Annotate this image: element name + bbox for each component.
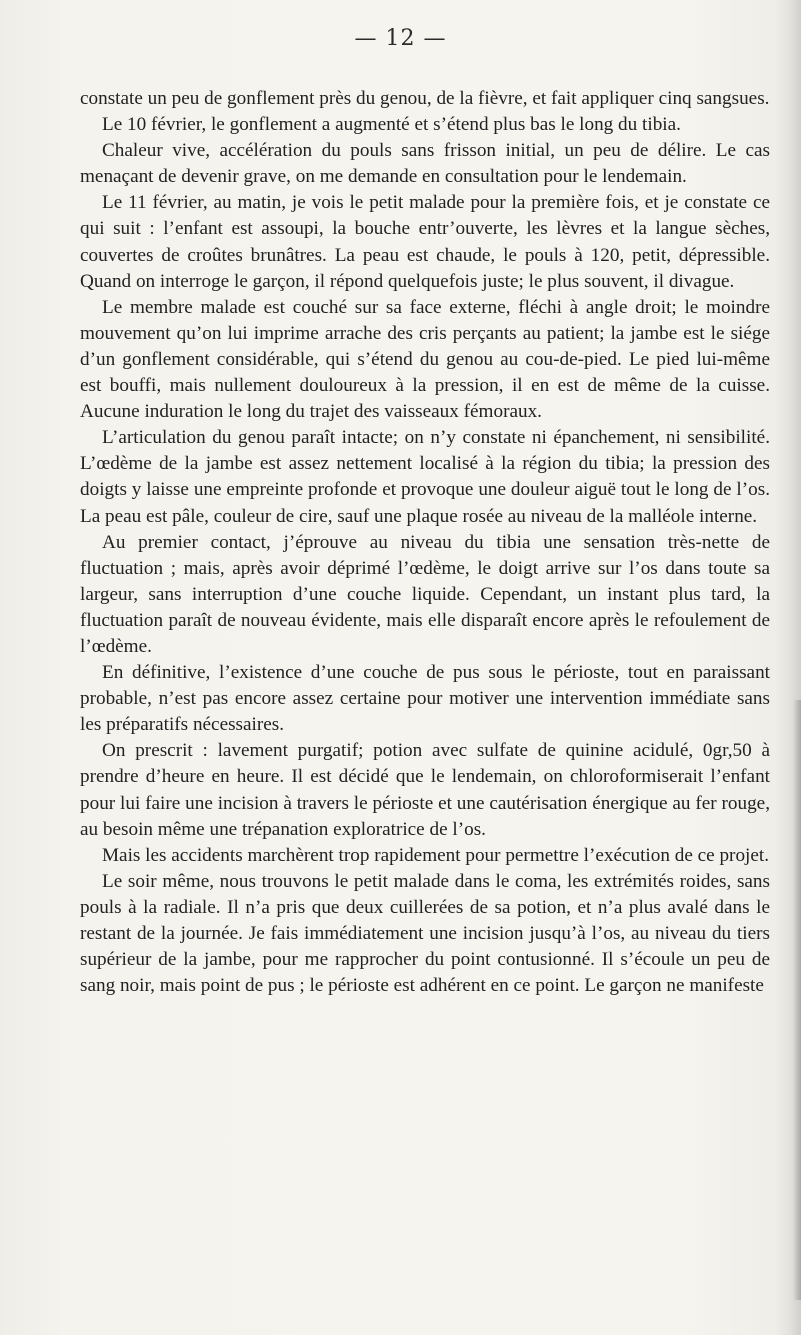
paragraph: Le soir même, nous trouvons le petit malade dans le coma, les extrémités roides, sans pouls à la radiale. Il n’a pris que deux cuillerées de sa potion, et n’a plus avalé dans le restant de la journée. Je fais immédiatement une incision jusqu’à l’os, au niveau du tiers supérieur de la jambe, pour me rapprocher du point contusionné. Il s’écoule un peu de sang noir, mais point de pus ; le périoste est adhérent en ce point. Le garçon ne manifeste [80, 870, 770, 997]
paragraph: Mais les accidents marchèrent trop rapidement pour permettre l’exécution de ce projet. [102, 844, 770, 866]
paragraph: En définitive, l’existence d’une couche de pus sous le périoste, tout en paraissant probable, n’est pas encore assez certaine pour motiver une intervention immédiate sans les préparatifs nécessaires. [80, 662, 770, 736]
paragraph: Le membre malade est couché sur sa face externe, fléchi à angle droit; le moindre mouvement qu’on lui imprime arrache des cris perçants au patient; la jambe est le siége d’un gonflement considérable, qui s’étend du genou au cou-de-pied. Le pied lui-même est bouffi, mais nullement douloureux à la pression, il en est de même de la cuisse. Aucune induration le long du trajet des vaisseaux fémoraux. [80, 296, 770, 423]
paragraph: constate un peu de gonflement près du genou, de la fièvre, et fait appliquer cinq sangsues. [80, 88, 770, 109]
paragraph: L’articulation du genou paraît intacte; on n’y constate ni épanchement, ni sensibilité. L’œdème de la jambe est assez nettement localisé à la région du tibia; la pression des doigts y laisse une empreinte profonde et provoque une douleur aiguë tout le long de l’os. La peau est pâle, couleur de cire, sauf une plaque rosée au niveau de la malléole interne. [80, 427, 770, 527]
paragraph: On prescrit : lavement purgatif; potion avec sulfate de quinine acidulé, 0gr,50 à prendre d’heure en heure. Il est décidé que le lendemain, on chloroformiserait l’enfant pour lui faire une incision à travers le périoste et une cautérisation énergique au fer rouge, au besoin même une trépanation exploratrice de l’os. [80, 740, 770, 840]
page-number: — 12 — [354, 26, 447, 51]
page-edge-dark [793, 700, 801, 1300]
body-text [80, 86, 770, 999]
paragraph: Au premier contact, j’éprouve au niveau du tibia une sensation très-nette de fluctuation ; mais, après avoir déprimé l’œdème, le doigt arrive sur l’os dans toute sa largeur, sans interruption d’une couche liquide. Cependant, un instant plus tard, la fluctuation paraît de nouveau évidente, mais elle disparaît encore après le refoulement de l’œdème. [80, 531, 770, 657]
paragraph: Chaleur vive, accélération du pouls sans frisson initial, un peu de délire. Le cas menaçant de devenir grave, on me demande en consultation pour le lendemain. [80, 140, 770, 188]
paragraph: Le 10 février, le gonflement a augmenté et s’étend plus bas le long du tibia. [102, 114, 681, 136]
paragraph: Le 11 février, au matin, je vois le petit malade pour la première fois, et je constate ce qui suit : l’enfant est assoupi, la bouche entr’ouverte, les lèvres et la langue sèches, couvertes de croûtes brunâtres. La peau est chaude, le pouls à 120, petit, dépressible. Quand on interroge le garçon, il répond quelquefois juste; le plus souvent, il divague. [80, 192, 770, 292]
